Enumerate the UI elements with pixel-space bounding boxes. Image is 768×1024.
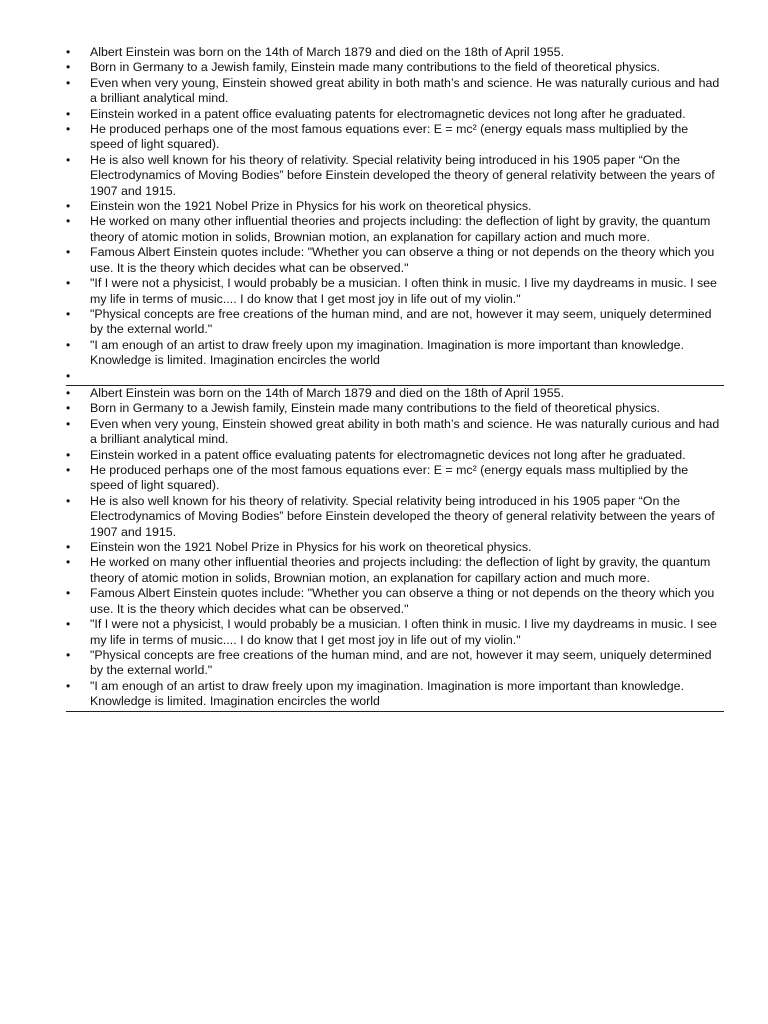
bullet-marker: • <box>66 214 71 229</box>
bullet-marker: • <box>66 647 71 662</box>
bullet-item <box>66 122 724 153</box>
bullet-marker: • <box>66 306 71 321</box>
bullet-marker: • <box>66 463 71 478</box>
bullet-marker: • <box>66 416 71 431</box>
bullet-item <box>66 76 724 107</box>
bullet-item <box>66 45 724 60</box>
bullet-text: Einstein worked in a patent office evaluating patents for electromagnetic devices not long after he graduated. <box>90 106 686 121</box>
bullet-item <box>66 494 724 540</box>
bullet-item <box>66 338 724 369</box>
bullet-text: "Physical concepts are free creations of the human mind, and are not, however it may seem, uniquely determined by the external world." <box>90 306 712 337</box>
bullet-marker: • <box>66 447 71 462</box>
bullet-item <box>66 617 724 648</box>
bullet-text: Albert Einstein was born on the 14th of March 1879 and died on the 18th of April 1955. <box>90 45 564 59</box>
bullet-marker: • <box>66 199 71 214</box>
bullet-text: "If I were not a physicist, I would probably be a musician. I often think in music. I live my daydreams in music. I see my life in terms of music.... I do know that I get most joy in life out of my violin." <box>90 276 717 306</box>
bullet-marker: • <box>66 586 71 601</box>
bullet-marker: • <box>66 678 71 693</box>
fact-list-first <box>66 45 724 386</box>
bullet-text: He worked on many other influential theories and projects including: the deflection of light by gravity, the quantum theory of atomic motion in solids, Brownian motion, an explanation for capillary action and much more. <box>90 555 711 585</box>
bullet-text: Even when very young, Einstein showed great ability in both math’s and science. He was naturally curious and had a brilliant analytical mind. <box>90 416 720 447</box>
bullet-text: "If I were not a physicist, I would probably be a musician. I often think in music. I live my daydreams in music. I see my life in terms of music.... I do know that I get most joy in life out of my violin." <box>90 617 717 647</box>
bullet-item <box>66 307 724 338</box>
bullet-text: Famous Albert Einstein quotes include: "Whether you can observe a thing or not depends on the theory which you use. It is the theory which decides what can be observed." <box>90 245 715 275</box>
bullet-text: "I am enough of an artist to draw freely upon my imagination. Imagination is more important than knowledge. Knowledge is limited. Imagination encircles the world <box>90 337 684 368</box>
bullet-text: He is also well known for his theory of relativity. Special relativity being introduced in his 1905 paper “On the Electrodynamics of Moving Bodies” before Einstein developed the theory of general relativity between the years of 1907 and 1915. <box>90 493 715 539</box>
bullet-text: Albert Einstein was born on the 14th of March 1879 and died on the 18th of April 1955. <box>90 386 564 400</box>
fact-list-second <box>66 386 724 712</box>
bullet-text: He produced perhaps one of the most famous equations ever: E = mc² (energy equals mass multiplied by the speed of light squared). <box>90 463 689 493</box>
bullet-text: Einstein won the 1921 Nobel Prize in Physics for his work on theoretical physics. <box>90 540 532 555</box>
bullet-marker: • <box>66 45 71 59</box>
bullet-marker: • <box>66 617 71 632</box>
bullet-item <box>66 107 724 122</box>
bullet-item <box>66 199 724 214</box>
bullet-item <box>66 245 724 276</box>
bullet-marker: • <box>66 60 71 75</box>
bullet-text: Born in Germany to a Jewish family, Einstein made many contributions to the field of theoretical physics. <box>90 401 661 416</box>
bullet-item <box>66 153 724 199</box>
bullet-text: "I am enough of an artist to draw freely upon my imagination. Imagination is more important than knowledge. Knowledge is limited. Imagination encircles the world <box>90 678 684 709</box>
empty-bullet-item <box>66 369 724 384</box>
bullet-list <box>66 386 724 710</box>
bullet-item <box>66 386 724 401</box>
bullet-marker: • <box>66 401 71 416</box>
bullet-item <box>66 276 724 307</box>
bullet-marker: • <box>66 276 71 291</box>
bullet-marker: • <box>66 75 71 90</box>
bullet-marker: • <box>66 152 71 167</box>
bullet-marker: • <box>66 493 71 508</box>
bullet-marker: • <box>66 555 71 570</box>
bullet-text: Born in Germany to a Jewish family, Einstein made many contributions to the field of theoretical physics. <box>90 60 661 75</box>
bullet-text: "Physical concepts are free creations of the human mind, and are not, however it may seem, uniquely determined by the external world." <box>90 647 712 678</box>
divider-rule <box>66 711 724 712</box>
bullet-text: He produced perhaps one of the most famous equations ever: E = mc² (energy equals mass multiplied by the speed of light squared). <box>90 122 689 152</box>
bullet-item <box>66 60 724 75</box>
bullet-text: He is also well known for his theory of relativity. Special relativity being introduced in his 1905 paper “On the Electrodynamics of Moving Bodies” before Einstein developed the theory of general relativity between the years of 1907 and 1915. <box>90 152 715 198</box>
bullet-text: Famous Albert Einstein quotes include: "Whether you can observe a thing or not depends on the theory which you use. It is the theory which decides what can be observed." <box>90 586 715 616</box>
bullet-text <box>90 369 724 384</box>
bullet-marker: • <box>66 245 71 260</box>
bullet-item <box>66 417 724 448</box>
bullet-marker: • <box>66 386 71 400</box>
bullet-text: Einstein worked in a patent office evaluating patents for electromagnetic devices not long after he graduated. <box>90 447 686 462</box>
bullet-item <box>66 448 724 463</box>
bullet-marker: • <box>66 368 71 383</box>
bullet-text: Even when very young, Einstein showed great ability in both math’s and science. He was naturally curious and had a brilliant analytical mind. <box>90 75 720 106</box>
bullet-text: He worked on many other influential theories and projects including: the deflection of light by gravity, the quantum theory of atomic motion in solids, Brownian motion, an explanation for capillary action and much more. <box>90 214 711 244</box>
bullet-marker: • <box>66 540 71 555</box>
bullet-item <box>66 401 724 416</box>
bullet-item <box>66 555 724 586</box>
bullet-item <box>66 540 724 555</box>
bullet-item <box>66 679 724 710</box>
bullet-item <box>66 586 724 617</box>
bullet-marker: • <box>66 122 71 137</box>
bullet-text: Einstein won the 1921 Nobel Prize in Physics for his work on theoretical physics. <box>90 199 532 214</box>
bullet-marker: • <box>66 337 71 352</box>
bullet-item <box>66 214 724 245</box>
bullet-item <box>66 463 724 494</box>
bullet-list <box>66 45 724 384</box>
bullet-marker: • <box>66 106 71 121</box>
bullet-item <box>66 648 724 679</box>
